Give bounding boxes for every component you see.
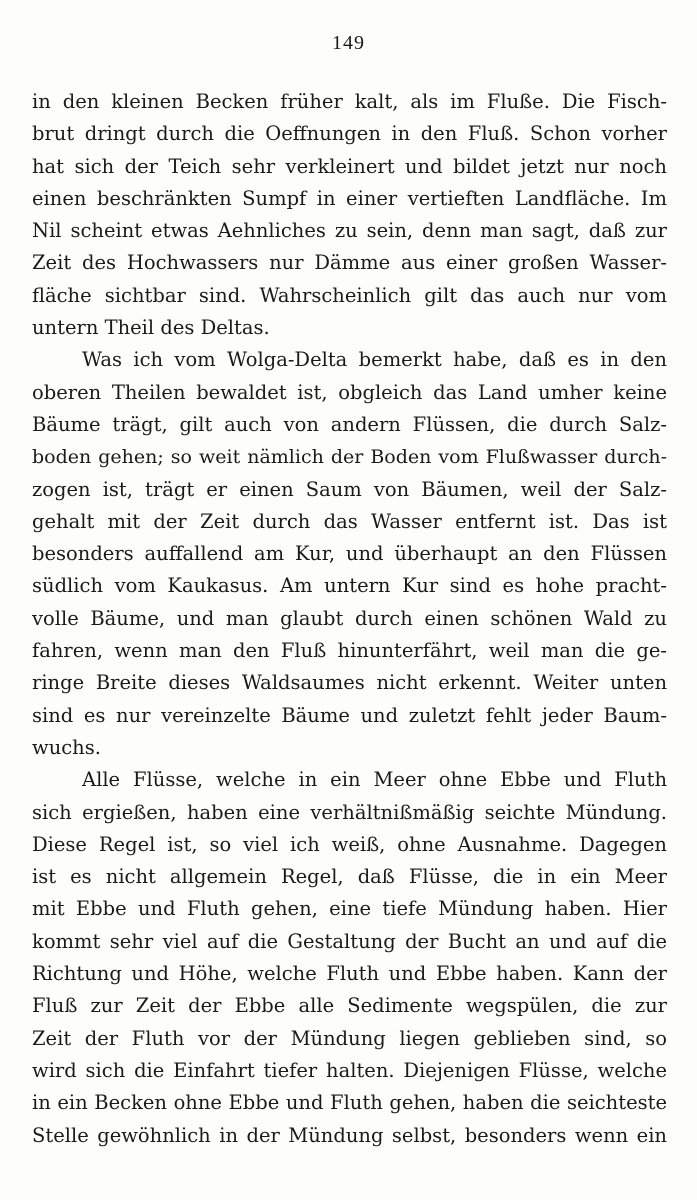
text-line: Fluß zur Zeit der Ebbe alle Sedimente wegspülen, die zur (32, 994, 667, 1018)
text-line: südlich vom Kaukasus. Am untern Kur sind es hohe pracht- (32, 574, 667, 598)
text-line: fläche sichtbar sind. Wahrscheinlich gilt das auch nur vom (32, 283, 667, 307)
page-number: 149 (332, 32, 365, 54)
text-line: untern Theil des Deltas. (32, 316, 270, 340)
text-line: Nil scheint etwas Aehnliches zu sein, denn man sagt, daß zur (32, 219, 667, 243)
text-line: besonders auffallend am Kur, und überhaupt an den Flüssen (32, 542, 667, 566)
text-line: sind es nur vereinzelte Bäume und zuletzt fehlt jeder Baum- (32, 703, 667, 727)
text-line: kommt sehr viel auf die Gestaltung der Bucht an und auf die (32, 929, 667, 953)
text-line: oberen Theilen bewaldet ist, obgleich das Land umher keine (32, 380, 667, 404)
text-line: fahren, wenn man den Fluß hinunterfährt, weil man die ge- (32, 639, 667, 663)
text-line: Stelle gewöhnlich in der Mündung selbst, besonders wenn ein (32, 1123, 667, 1147)
text-line: Diese Regel ist, so viel ich weiß, ohne Ausnahme. Dagegen (32, 832, 667, 856)
text-line: ringe Breite dieses Waldsaumes nicht erkennt. Weiter unten (32, 671, 667, 695)
text-line: gehalt mit der Zeit durch das Wasser entfernt ist. Das ist (32, 509, 667, 533)
text-line: wird sich die Einfahrt tiefer halten. Diejenigen Flüsse, welche (32, 1058, 667, 1082)
text-line: wuchs. (32, 735, 101, 759)
text-line: Bäume trägt, gilt auch von andern Flüssen, die durch Salz- (32, 412, 667, 436)
text-line: Zeit des Hochwassers nur Dämme aus einer großen Wasser- (32, 251, 667, 275)
text-line: hat sich der Teich sehr verkleinert und bildet jetzt nur noch (32, 154, 667, 178)
paragraph-2 (32, 344, 667, 764)
text-line: in ein Becken ohne Ebbe und Fluth gehen, haben die seichteste (32, 1091, 667, 1115)
text-line: einen beschränkten Sumpf in einer vertieften Landfläche. Im (32, 186, 667, 210)
body-text (32, 86, 667, 1152)
text-line: Zeit der Fluth vor der Mündung liegen geblieben sind, so (32, 1026, 667, 1050)
text-line: sich ergießen, haben eine verhältnißmäßig seichte Mündung. (32, 800, 667, 824)
text-line: Richtung und Höhe, welche Fluth und Ebbe haben. Kann der (32, 962, 667, 986)
text-line: Alle Flüsse, welche in ein Meer ohne Ebbe und Fluth (82, 768, 667, 792)
text-line: mit Ebbe und Fluth gehen, eine tiefe Mündung haben. Hier (32, 897, 667, 921)
paragraph-1 (32, 86, 667, 344)
text-line: brut dringt durch die Oeffnungen in den Fluß. Schon vorher (32, 122, 667, 146)
text-line: boden gehen; so weit nämlich der Boden vom Flußwasser durch- (32, 446, 667, 469)
paragraph-3 (32, 764, 667, 1152)
text-line: in den kleinen Becken früher kalt, als im Fluße. Die Fisch- (32, 90, 667, 113)
text-line: Was ich vom Wolga-Delta bemerkt habe, daß es in den (82, 348, 667, 372)
text-line: ist es nicht allgemein Regel, daß Flüsse, die in ein Meer (32, 865, 667, 889)
text-line: volle Bäume, und man glaubt durch einen schönen Wald zu (32, 606, 667, 630)
text-line: zogen ist, trägt er einen Saum von Bäumen, weil der Salz- (32, 477, 667, 501)
